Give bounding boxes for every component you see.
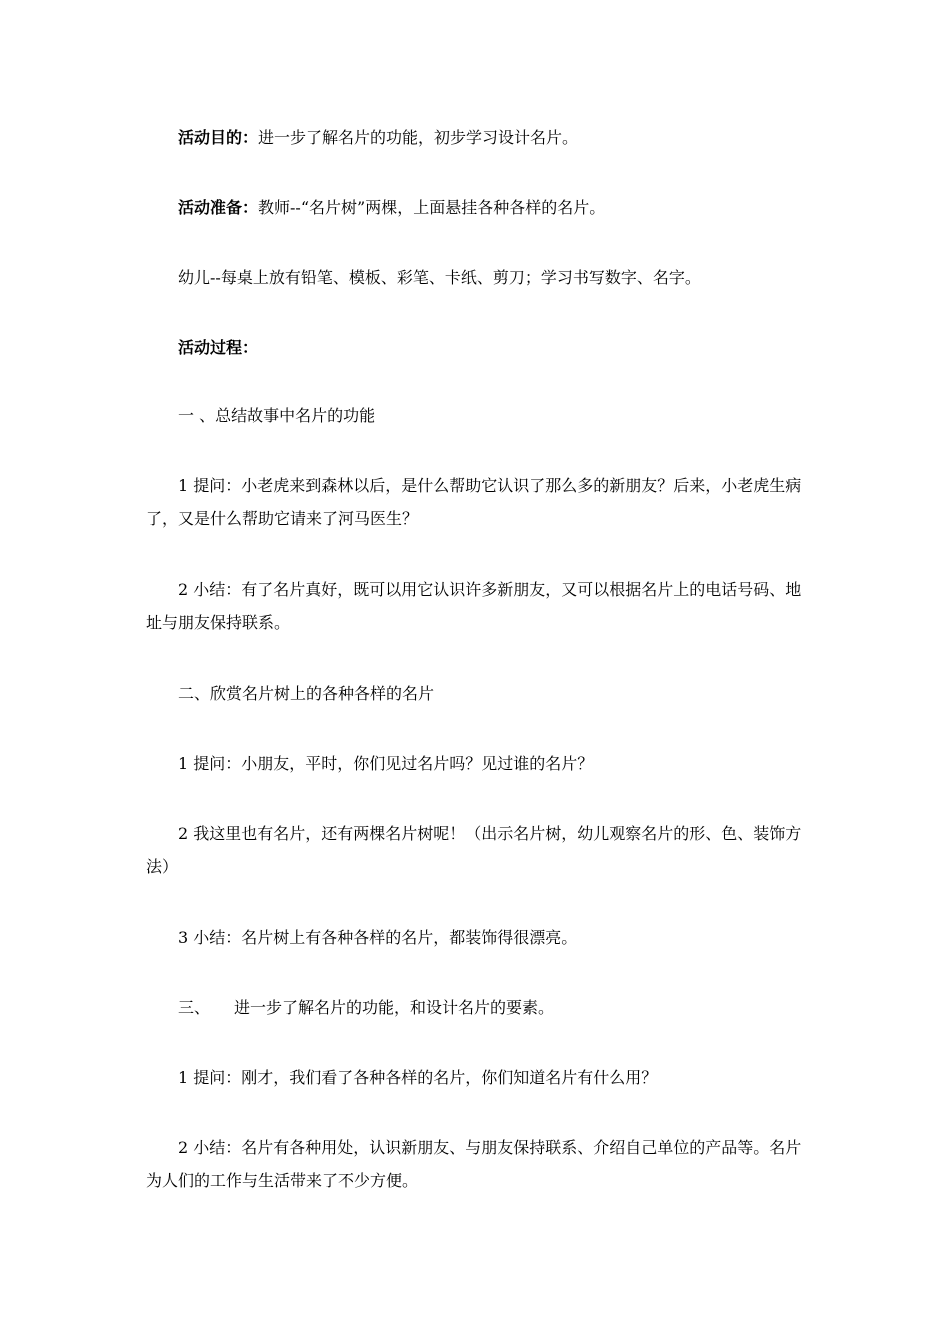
section3-item2: 2 小结：名片有各种用处，认识新朋友、与朋友保持联系、介绍自己单位的产品等。名片为人们的工作与生活带来了不少方便。	[146, 1138, 802, 1190]
section1-title: 一 、总结故事中名片的功能	[178, 406, 376, 425]
purpose-label: 活动目的：	[178, 128, 259, 147]
preparation-label: 活动准备：	[178, 198, 259, 217]
section2-item3: 3 小结：名片树上有各种各样的名片，都装饰得很漂亮。	[178, 928, 578, 947]
process-heading: 活动过程：	[178, 338, 259, 357]
preparation-text: 教师--“名片树”两棵，上面悬挂各种各样的名片。	[258, 198, 606, 217]
purpose-text: 进一步了解名片的功能，初步学习设计名片。	[258, 128, 579, 147]
section2-title: 二、欣赏名片树上的各种各样的名片	[178, 684, 435, 703]
section3-title-prefix: 三、	[178, 998, 211, 1017]
section1-item1: 1 提问：小老虎来到森林以后，是什么帮助它认识了那么多的新朋友？后来，小老虎生病了，又是什么帮助它请来了河马医生？	[146, 476, 802, 528]
section1-item2: 2 小结：有了名片真好，既可以用它认识许多新朋友，又可以根据名片上的电话号码、地址与朋友保持联系。	[146, 580, 802, 632]
purpose-paragraph	[146, 121, 816, 154]
section2-item1: 1 提问：小朋友，平时，你们见过名片吗？见过谁的名片？	[178, 754, 594, 773]
children-preparation-paragraph: 幼儿--每桌上放有铅笔、模板、彩笔、卡纸、剪刀；学习书写数字、名字。	[178, 268, 701, 287]
preparation-paragraph	[146, 191, 816, 224]
section3-item1: 1 提问：刚才，我们看了各种各样的名片，你们知道名片有什么用？	[178, 1068, 658, 1087]
section2-item2: 2 我这里也有名片，还有两棵名片树呢！（出示名片树，幼儿观察名片的形、色、装饰方法）	[146, 824, 802, 876]
section3-title-text: 进一步了解名片的功能，和设计名片的要素。	[234, 998, 555, 1017]
section3-title	[146, 991, 816, 1024]
